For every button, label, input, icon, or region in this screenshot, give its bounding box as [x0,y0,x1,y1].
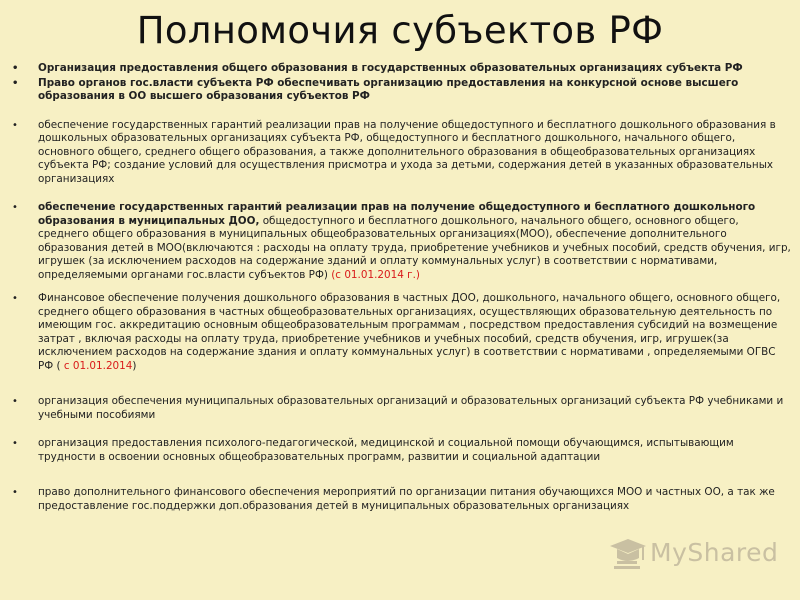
date-note: (с 01.01.2014 г.) [331,268,420,281]
date-note: с 01.01.2014 [63,359,133,372]
bullet-text-bold: обеспечение государственных гарантий реализации прав на получение общедоступного и бесплатного дошкольного образования в муниципальных ДОО, [38,201,756,227]
bullet-text: организация обеспечения муниципальных образовательных организаций и образовательных организаций субъекта РФ учебниками и учебными пособиями [38,395,784,421]
bullet-text: обеспечение государственных гарантий реализации прав на получение общедоступного и бесплатного дошкольного образования в дошкольных образовательных организациях субъекта РФ, общедоступного и бесплатного дошкольного, начального общего, основного общего, среднего общего образования, а также дополнительного образования в общеобразовательных организациях субъекта РФ; создание условий для осуществления присмотра и ухода за детьми, содержания детей в указанных образовательных организациях [38,118,776,185]
logo-text: MyShared [650,538,779,567]
bullet-list [10,62,792,513]
bullet-text: Финансовое обеспечение получения дошкольного образования в частных ДОО, дошкольного, начального общего, основного общего, среднего общего образования в частных общеобразовательных организациях, осуществляющих образовательную деятельность по имеющим гос. аккредитацию основным общеобразовательным программам , посредством предоставления субсидий на возмещение затрат , включая расходы на оплату труда, приобретение учебников и учебных пособий, средств обучения, игр, игрушек(за исключением расходов на содержание здания и оплату коммунальных услуг) в соответствии с нормативами , определяемыми ОГВС РФ ( [38,292,781,372]
bullet-text: организация предоставления психолого-педагогической, медицинской и социальной помощи обучающимся, испытывающим трудности в освоении основных общеобразовательных программ, развитии и социальной адаптации [38,437,734,463]
bullet-text: Право органов гос.власти субъекта РФ обеспечивать организацию предоставления на конкурсной основе высшего образования в ОО высшего образования субъектов РФ [38,76,739,102]
bullet-item-higher-education [10,77,792,104]
bullet-text-end: ) [132,359,137,372]
bullet-icon: • [12,202,18,213]
bullet-item-general-education [10,62,792,76]
bullet-icon: • [12,487,18,498]
bullet-item-psychological-help [10,437,792,464]
bullet-item-municipal-guarantees [10,201,792,282]
bullet-item-private-funding [10,292,792,373]
bullet-text: общедоступного и бесплатного дошкольного, начального общего, основного общего, среднего общего образования в муниципальных общеобразовательных организациях(МОО), обеспечение дополнительного образования детей в МОО(включаются : расходы на оплату труда, приобретение учебников и учебных пособий, средств обучения, игр, игрушек (за исключением расходов на содержание зданий и оплату коммунальных услуг) в соответствии с нормативами, определяемыми органами гос.власти субъектов РФ) [38,214,791,281]
myshared-logo[interactable] [608,536,779,572]
bullet-item-textbooks [10,395,792,422]
bullet-text: Организация предоставления общего образования в государственных образовательных организациях субъекта РФ [38,62,743,74]
bullet-text: право дополнительного финансового обеспечения мероприятий по организации питания обучающихся МОО и частных ОО, а так же предоставление гос.поддержки доп.образования детей в муниципальных образовательных организациях [38,486,775,512]
bullet-item-additional-funding [10,486,792,513]
bullet-item-state-guarantees [10,119,792,187]
bullet-icon: • [12,77,19,89]
slide-title: Полномочия субъектов РФ [136,9,664,52]
bullet-icon: • [12,63,19,74]
bullet-icon: • [12,438,18,449]
bullet-icon: • [12,293,18,304]
mortarboard-icon [608,536,648,572]
bullet-icon: • [12,119,18,131]
bullet-icon: • [12,396,18,407]
